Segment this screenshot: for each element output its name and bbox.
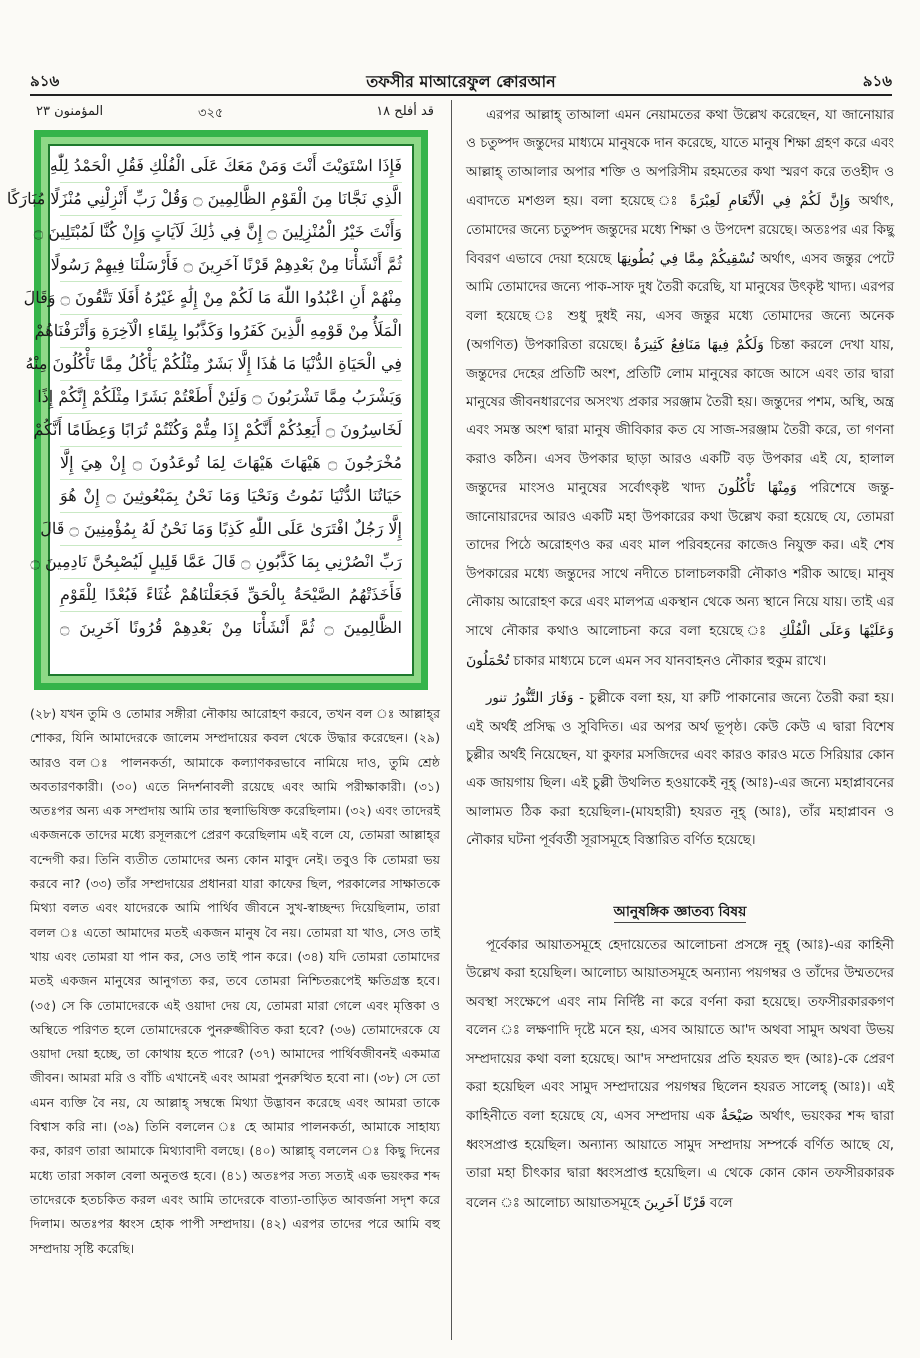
quran-line: ثُمَّ أَنْشَأْنَا مِنْ بَعْدِهِمْ قَرْنًا آخَرِينَ ۝ فَأَرْسَلْنَا فِيهِمْ رَسُولًا	[60, 249, 402, 282]
page-header	[30, 66, 892, 96]
commentary	[466, 102, 894, 1218]
inline-arabic-quote: وَعَلَيْهَا وَعَلَى الْفُلْكِ تُحْمَلُونَ	[466, 623, 894, 669]
commentary-text: বলে	[709, 1195, 733, 1211]
surah-label: المؤمنون ٢٣	[36, 104, 104, 119]
quran-text-frame	[6, 130, 428, 690]
page-number-left: ৯১৬	[30, 72, 60, 90]
quran-line: مُخْرَجُونَ ۝ هَيْهَاتَ هَيْهَاتَ لِمَا تُوعَدُونَ ۝ إِنْ هِيَ إِلَّا	[60, 447, 402, 480]
inline-arabic-quote: وَمِنْهَا تَأْكُلُونَ	[717, 480, 797, 497]
inline-arabic-quote: وَلَكُمْ فِيهَا مَنَافِعُ كَثِيرَةٌ	[633, 337, 764, 354]
inline-arabic-quote: وَإِنَّ لَكُمْ فِي الْأَنْعَامِ لَعِبْرَةً	[689, 193, 851, 210]
running-title: তফসীর মাআরেফুল ক্বোরআন	[366, 72, 556, 91]
inline-arabic-quote: نُسْقِيكُمْ مِمَّا فِي بُطُونِهَا	[616, 251, 755, 268]
commentary-text: تنور - চুল্লীকে বলা হয়, যা রুটি পাকানোর জন্যে তৈরী করা হয়। এই অর্থই প্রসিদ্ধ ও সুবিদিত। এর অপর অর্থ ভূপৃষ্ঠ। কেউ কেউ এ দ্বারা বিশেষ চুল্লীর অর্থই নিয়েছেন, যা কুফার মসজিদের এবং কারও কারও মতে সিরিয়ার কোন এক জায়গায় ছিল। এই চুল্লী উথলিত হওয়াকেই নূহ্‌ (আঃ)-এর জন্যে মহাপ্লাবনের আলামত ঠিক করা হয়েছিল।-(মাযহারী) হযরত নূহ্‌ (আঃ), তাঁর মহাপ্লাবন ও নৌকার ঘটনা পূর্ববর্তী সূরাসমূহে বিস্তারিত বর্ণিত হয়েছে।	[466, 691, 894, 849]
inline-arabic-quote: قَرْنًا آخَرِينَ	[643, 1194, 706, 1211]
quran-line: حَيَاتُنَا الدُّنْيَا نَمُوتُ وَنَحْيَا وَمَا نَحْنُ بِمَبْعُوثِينَ ۝ إِنْ هُوَ	[60, 480, 402, 513]
commentary-text: পরিশেষে জন্তু-জানোয়ারদের আরও একটি মহা উপকারের কথা উল্লেখ করা হয়েছে যে, তোমরা তাদের পিঠে অরোহণও কর এবং মাল পরিবহনের কাজেও নিযুক্ত কর। এই শেষ উপকারের মধ্যে জন্তুদের সাথে নদীতে চালাচলকারী নৌকাও শরীক আছে। মানুষ নৌকায় আরোহণ করে এবং মালপত্র একস্থান থেকে অন্য স্থানে নিয়ে যায়। তাই এর সাথে নৌকার কথাও আলোচনা করে বলা হয়েছে ঃ	[466, 481, 894, 640]
quran-line: إِلَّا رَجُلٌ افْتَرَىٰ عَلَى اللّٰهِ كَذِبًا وَمَا نَحْنُ لَهُ بِمُؤْمِنِينَ ۝ قَالَ	[60, 513, 402, 546]
quran-line: وَيَشْرَبُ مِمَّا تَشْرَبُونَ ۝ وَلَئِنْ أَطَعْتُمْ بَشَرًا مِثْلَكُمْ إِنَّكُمْ إِذًا	[60, 381, 402, 414]
inline-arabic-quote: وَفَارَ التَّنُّورُ	[512, 690, 574, 707]
commentary-text: চিন্তা করলে দেখা যায়, জন্তুদের দেহের প্রতিটি অংশ, প্রতিটি লোম মানুষের কাজে আসে এবং তার দ্বারা মানুষের জীবনধারণের অসংখ্য প্রকার সরঞ্জাম তৈরী হয়। জন্তুদের পশম, অস্থি, অন্ত্র এবং সমস্ত অংশ দ্বারা মানুষ জীবিকার কত যে সাজ-সরঞ্জাম তৈরী করে, তা গণনা করাও কঠিন। এসব উপকার ছাড়া আরও একটি বড় উপকার এই যে, হালাল জন্তুদের মাংসও মানুষের সর্বোৎকৃষ্ট খাদ্য	[466, 338, 894, 497]
page-number-right: ৯১৬	[862, 72, 892, 90]
header-rule	[30, 94, 892, 96]
left-column	[6, 102, 440, 1261]
ruku-number: ৩২৫	[198, 106, 224, 121]
quran-line: الْمَلَأُ مِنْ قَوْمِهِ الَّذِينَ كَفَرُوا وَكَذَّبُوا بِلِقَاءِ الْآخِرَةِ وَأَتْرَفْنَاهُمْ	[60, 315, 402, 348]
quran-text-panel	[6, 144, 414, 676]
quran-line: فَإِذَا اسْتَوَيْتَ أَنْتَ وَمَنْ مَعَكَ عَلَى الْفُلْكِ فَقُلِ الْحَمْدُ لِلّٰهِ	[60, 150, 402, 183]
quran-line: وَأَنْتَ خَيْرُ الْمُنْزِلِينَ ۝ إِنَّ فِي ذَٰلِكَ لَآيَاتٍ وَإِنْ كُنَّا لَمُبْتَلِينَ ۝	[60, 216, 402, 249]
quran-line: رَبِّ انْصُرْنِي بِمَا كَذَّبُونِ ۝ قَالَ عَمَّا قَلِيلٍ لَيُصْبِحُنَّ نَادِمِينَ ۝	[60, 546, 402, 579]
quran-line: مِنْهُمْ أَنِ اعْبُدُوا اللّٰهَ مَا لَكُمْ مِنْ إِلَٰهٍ غَيْرُهُ أَفَلَا تَتَّقُونَ ۝ وَقَالَ	[60, 282, 402, 315]
juz-label: قد أفلح ١٨	[376, 104, 434, 119]
verse-translation: (২৮) যখন তুমি ও তোমার সঙ্গীরা নৌকায় আরোহণ করবে, তখন বল ঃ আল্লাহ্‌র শোকর, যিনি আমাদেরকে জালেম সম্প্রদায়ের কবল থেকে উদ্ধার করেছেন। (২৯) আরও বল ঃ পালনকর্তা, আমাকে কল্যাণকরভাবে নামিয়ে দাও, তুমি শ্রেষ্ঠ অবতারণকারী। (৩০) এতে নিদর্শনাবলী রয়েছে এবং আমি পরীক্ষাকারী। (৩১) অতঃপর অন্য এক সম্প্রদায় আমি তার স্থলাভিষিক্ত করেছিলাম। (৩২) এবং তাদেরই একজনকে তাদের মধ্যে রসূলরূপে প্রেরণ করেছিলাম এই বলে যে, তোমরা আল্লাহ্‌র বন্দেগী কর। তিনি ব্যতীত তোমাদের অন্য কোন মাবুদ নেই। তবুও কি তোমরা ভয় করবে না? (৩৩) তাঁর সম্প্রদায়ের প্রধানরা যারা কাফের ছিল, পরকালের সাক্ষাতকে মিথ্যা বলত এবং যাদেরকে আমি পার্থিব জীবনে সুখ-স্বাচ্ছন্দ্য দিয়েছিলাম, তারা বলল ঃ এতো আমাদের মতই একজন মানুষ বৈ নয়। তোমরা যা খাও, সেও তাই খায় এবং তোমরা যা পান কর, সেও তাই পান করে। (৩৪) যদি তোমরা তোমাদের মতই একজন মানুষের আনুগত্য কর, তবে তোমরা নিশ্চিতরূপেই ক্ষতিগ্রস্ত হবে। (৩৫) সে কি তোমাদেরকে এই ওয়াদা দেয় যে, তোমরা মারা গেলে এবং মৃত্তিকা ও অস্থিতে পরিণত হলে তোমাদেরকে পুনরুজ্জীবিত করা হবে? (৩৬) তোমাদেরকে যে ওয়াদা দেয়া হচ্ছে, তা কোথায় হতে পারে? (৩৭) আমাদের পার্থিবজীবনই একমাত্র জীবন। আমরা মরি ও বাঁচি এখানেই এবং আমরা পুনরুত্থিত হবো না। (৩৮) সে তো এমন ব্যক্তি বৈ নয়, যে আল্লাহ্‌ সম্বন্ধে মিথ্যা উদ্ভাবন করেছে এবং আমরা তাকে বিশ্বাস করি না। (৩৯) তিনি বললেন ঃ হে আমার পালনকর্তা, আমাকে সাহায্য কর, কারণ তারা আমাকে মিথ্যাবাদী বলছে। (৪০) আল্লাহ্‌ বললেন ঃ কিছু দিনের মধ্যে তারা সকাল বেলা অনুতপ্ত হবে। (৪১) অতঃপর সত্য সত্যই এক ভয়ংকর শব্দ তাদেরকে হতচকিত করল এবং আমি তাদেরকে বাত্যা-তাড়িত আবর্জনা সদৃশ করে দিলাম। অতঃপর ধ্বংস হোক পাপী সম্প্রদায়। (৪২) এরপর তাদের পরে আমি বহু সম্প্রদায় সৃষ্টি করেছি।	[30, 706, 440, 1256]
commentary-text: এরপর আল্লাহ্‌ তাআলা এমন নেয়ামতের কথা উল্লেখ করেছেন, যা জানোয়ার ও চতুষ্পদ জন্তুদের মাধ্যমে মানুষকে দান করেছে, যাতে মানুষ শিক্ষা গ্রহণ করে এবং আল্লাহ্‌ তাআলার অপার শক্তি ও অপরিসীম রহমতের কথা স্মরণ করে তওহীদ ও এবাদতে মশগুল হয়। বলা হয়েছে ঃ	[466, 108, 894, 210]
commentary-text: পূর্বেকার আয়াতসমূহে হেদায়েতের আলোচনা প্রসঙ্গে নূহ্‌ (আঃ)-এর কাহিনী উল্লেখ করা হয়েছিল। আলোচ্য আয়াতসমূহে অন্যান্য পয়গম্বর ও তাঁদের উম্মতদের অবস্থা সংক্ষেপে এবং নাম নির্দিষ্ট না করে বর্ণনা করা হয়েছে। তফসীরকারকগণ বলেন ঃ লক্ষণাদি দৃষ্টে মনে হয়, এসব আয়াতে আ'দ অথবা সামুদ অথবা উভয় সম্প্রদায়ের কথা বলা হয়েছে। আ'দ সম্প্রদায়ের প্রতি হযরত হুদ (আঃ)-কে প্রেরণ করা হয়েছিল এবং সামুদ সম্প্রদায়ের পয়গম্বর ছিলেন হযরত সালেহ্‌ (আঃ)। এই কাহিনীতে বলা হয়েছে যে, এসব সম্প্রদায় এক	[466, 937, 894, 1125]
quran-line: الظَّالِمِينَ ۝ ثُمَّ أَنْشَأْنَا مِنْ بَعْدِهِمْ قُرُونًا آخَرِينَ ۝	[60, 618, 402, 637]
quran-line: فَأَخَذَتْهُمُ الصَّيْحَةُ بِالْحَقِّ فَجَعَلْنَاهُمْ غُثَاءً فَبُعْدًا لِلْقَوْمِ	[60, 579, 402, 612]
quran-line: فِي الْحَيَاةِ الدُّنْيَا مَا هَٰذَا إِلَّا بَشَرٌ مِثْلُكُمْ يَأْكُلُ مِمَّا تَأْكُلُونَ مِنْهُ	[60, 348, 402, 381]
commentary-text: অর্থাৎ, তোমাদের জন্যে চতুষ্পদ জন্তুদের মধ্যে শিক্ষা ও উপদেশ রয়েছে। অতঃপর এর কিছু বিবরণ এভাবে দেয়া হয়েছে	[466, 194, 895, 268]
quran-panel-header	[30, 102, 440, 124]
inline-arabic-quote: صَيْحَةٌ	[720, 1108, 754, 1125]
column-divider	[451, 100, 452, 1340]
section-heading: আনুষঙ্গিক জ্ঞাতব্য বিষয়	[466, 898, 894, 926]
commentary-text: অর্থাৎ, ভয়ংকর শব্দ দ্বারা ধ্বংসপ্রাপ্ত হয়েছিল। অন্যান্য আয়াতে সামুদ সম্প্রদায় সম্পর্কে বর্ণিত আছে যে, তারা মহা চীৎকার দ্বারা ধ্বংসপ্রাপ্ত হয়েছিল। এ থেকে কোন কোন তফসীরকারক বলেন ঃ আলোচ্য আয়াতসমূহে	[466, 1109, 894, 1211]
commentary-text: চাকার মাধ্যমে চলে এমন সব যানবাহনও নৌকার হুকুম রাখে।	[513, 653, 827, 669]
right-column	[466, 102, 894, 1218]
quran-line: الَّذِي نَجَّانَا مِنَ الْقَوْمِ الظَّالِمِينَ ۝ وَقُلْ رَبِّ أَنْزِلْنِي مُنْزَلًا مُبَارَكًا	[60, 183, 402, 216]
quran-line: لَخَاسِرُونَ ۝ أَيَعِدُكُمْ أَنَّكُمْ إِذَا مِتُّمْ وَكُنْتُمْ تُرَابًا وَعِظَامًا أَنَّكُمْ	[60, 414, 402, 447]
commentary-text: অর্থাৎ, এসব জন্তুর পেটে আমি তোমাদের জন্যে পাক-সাফ দুধ তৈরী করেছি, যা মানুষের উৎকৃষ্ট খাদ্য। এরপর বলা হয়েছে ঃ শুধু দুধই নয়, এসব জন্তুর মধ্যে তোমাদের জন্যে অনেক (অগণিত) উপকারিতা রয়েছে।	[466, 252, 895, 354]
